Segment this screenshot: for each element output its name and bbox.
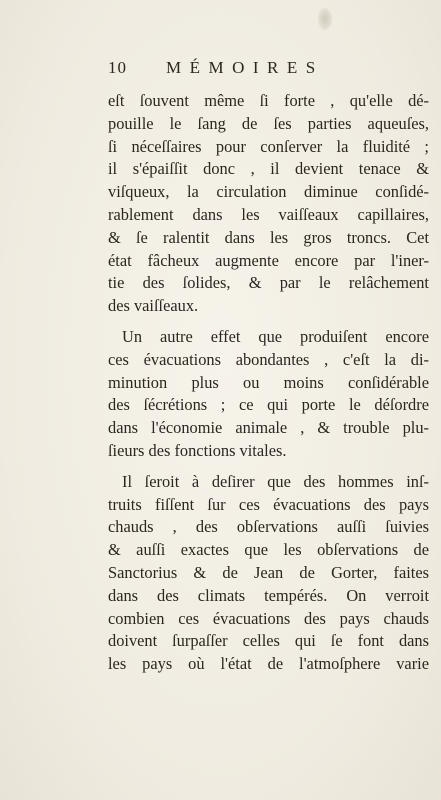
text-line: & auſſi exactes que les obſervations de [108,540,429,560]
text-line: les pays où l'état de l'atmoſphere varie [108,654,429,674]
text-line: combien ces évacuations des pays chauds [108,608,429,628]
text-line: truits fiſſent ſur ces évacuations des pays [108,494,429,514]
text-line: des ſécrétions ; ce qui porte le déſordre [108,395,429,415]
text-line: des vaiſſeaux. [108,296,199,316]
paper-stain [318,8,332,30]
text-line: rablement dans les vaiſſeaux capillaires, [108,204,429,224]
paragraph-1 [108,90,429,318]
text-line: minution plus ou moins conſidérable [108,372,429,392]
text-line: pouille le ſang de ſes parties aqueuſes, [108,113,429,133]
text-line: dans l'économie animale , & trouble plu- [108,418,429,438]
text-line: dans des climats tempérés. On verroit [108,585,429,605]
text-line: & ſe ralentit dans les gros troncs. Cet [108,227,429,247]
text-line: état fâcheux augmente encore par l'iner- [108,250,429,270]
text-line: tie des ſolides, & par le relâchement [108,273,429,293]
text-line: viſqueux, la circulation diminue conſidé- [108,182,429,202]
text-line: eſt ſouvent même ſi forte , qu'elle dé- [108,91,429,110]
page-header [108,58,348,84]
running-title: MÉMOIRES [166,58,324,77]
text-line: ces évacuations abondantes , c'eſt la di- [108,349,429,369]
paragraph-2 [108,326,429,463]
text-line: Sanctorius & de Jean de Gorter, faites [108,562,429,582]
body-text [108,90,429,676]
text-line: ſieurs des fonctions vitales. [108,440,287,460]
text-line: il s'épaiſſit donc , il devient tenace & [108,159,429,179]
text-line: Il ſeroit à deſirer que des hommes inſ- [122,471,429,491]
text-line: chauds , des obſervations auſſi ſuivies [108,517,429,537]
text-line: doivent ſurpaſſer celles qui ſe font dans [108,631,429,651]
text-line: Un autre effet que produiſent encore [122,326,429,346]
page-number: 10 [108,58,127,77]
paragraph-3 [108,471,429,676]
text-line: ſi néceſſaires pour conſerver la fluidité ; [108,136,429,156]
